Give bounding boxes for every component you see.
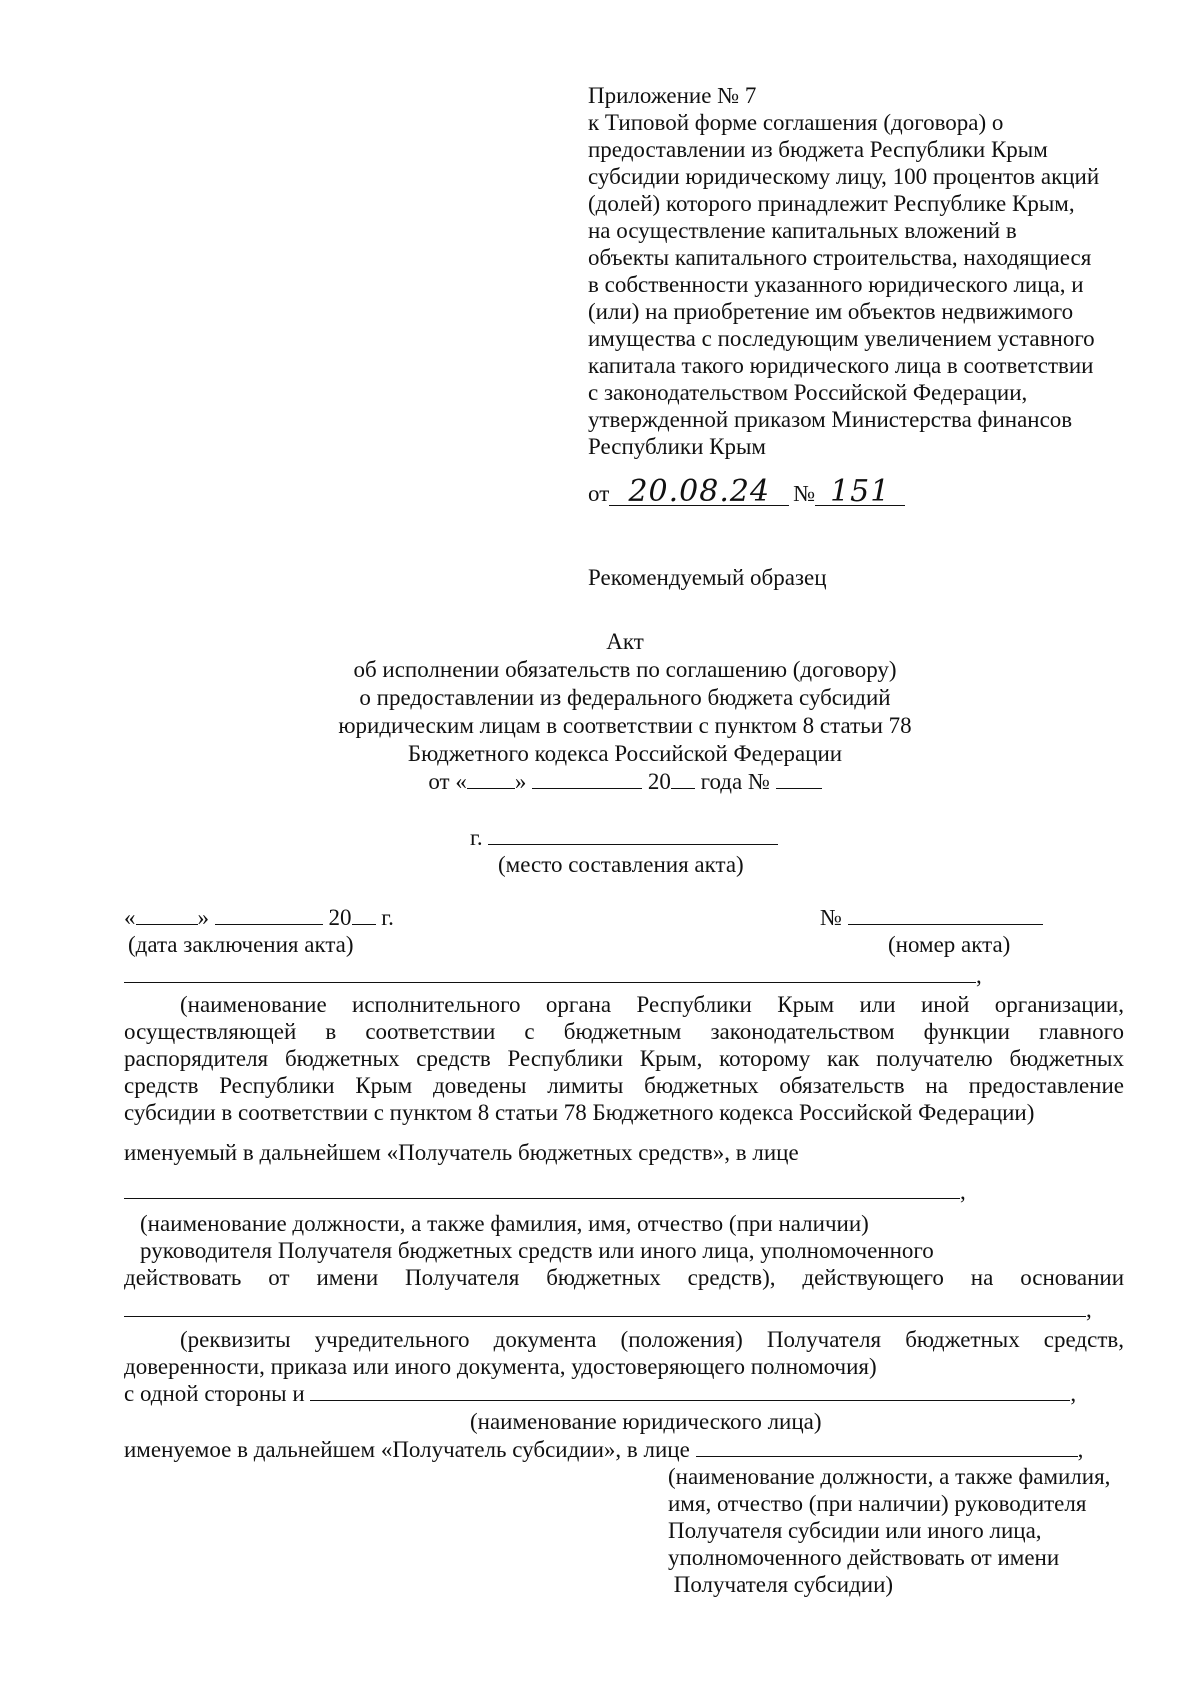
org-line <box>124 962 982 989</box>
subsidy-official-blank[interactable] <box>696 1436 1078 1457</box>
city-prefix: г. <box>470 825 483 850</box>
appendix-line: предоставлении из бюджета Республики Крым <box>588 137 1048 162</box>
subsidy-caption-line: уполномоченного действовать от имени <box>668 1545 1060 1570</box>
handwritten-number: 151 <box>815 478 905 506</box>
official-line <box>124 1178 966 1205</box>
subsidy-named-as-text: именуемое в дальнейшем «Получатель субсидии», в лице <box>124 1437 690 1462</box>
appendix-line: в собственности указанного юридического лица, и <box>588 272 1084 297</box>
title-date-line <box>300 768 950 796</box>
number-caption: (номер акта) <box>888 932 1011 957</box>
appendix-date-line <box>588 474 905 518</box>
place-caption: (место составления акта) <box>498 852 744 877</box>
comma: , <box>976 963 982 988</box>
org-caption-line: осуществляющей в соответствии с бюджетным законодательством функции главного <box>124 1019 1124 1044</box>
comma: , <box>1070 1381 1077 1406</box>
title-line: Акт <box>606 629 644 654</box>
org-caption-line: (наименование исполнительного органа Республики Крым или иной организации, <box>180 992 1124 1017</box>
appendix-line: (или) на приобретение им объектов недвижимого <box>588 299 1074 324</box>
org-caption-line: средств Республики Крым доведены лимиты бюджетных обязательств на предоставление <box>124 1073 1124 1098</box>
act-title <box>300 628 950 796</box>
number-sign: № <box>793 481 816 506</box>
title-line: о предоставлении из федерального бюджета субсидий <box>359 685 891 710</box>
official-caption-1: (наименование должности, а также фамилия, имя, отчество (при наличии) <box>140 1211 869 1236</box>
subsidy-official-caption <box>668 1463 1110 1598</box>
recommended-sample: Рекомендуемый образец <box>588 565 827 590</box>
appendix-line: субсидии юридическому лицу, 100 процентов акций <box>588 164 1100 189</box>
org-caption-line: распорядителя бюджетных средств Республики Крым, которому как получателю бюджетных <box>124 1046 1124 1071</box>
appendix-line: объекты капитального строительства, находящиеся <box>588 245 1092 270</box>
conclusion-year: 20 <box>328 905 352 930</box>
quote-open: « <box>124 905 136 930</box>
month-blank[interactable] <box>532 768 642 789</box>
docs-caption-2: доверенности, приказа или иного документа, удостоверяющего полномочия) <box>124 1354 877 1379</box>
conclusion-year-suffix: г. <box>375 905 394 930</box>
appendix-line: имущества с последующим увеличением уставного <box>588 326 1095 351</box>
subsidy-caption-line: (наименование должности, а также фамилия, <box>668 1464 1111 1489</box>
other-side-text: с одной стороны и <box>124 1381 305 1406</box>
other-side-line <box>124 1380 1076 1407</box>
year-blank[interactable] <box>671 768 695 789</box>
date-caption: (дата заключения акта) <box>128 932 354 957</box>
title-line: Бюджетного кодекса Российской Федерации <box>407 741 843 766</box>
conclusion-number-line <box>820 904 1043 931</box>
quote-close: » <box>197 905 209 930</box>
place-blank[interactable] <box>488 824 778 845</box>
title-line: об исполнении обязательств по соглашению (договору) <box>353 657 897 682</box>
basis-line <box>124 1296 1092 1323</box>
number-sign: № <box>820 905 842 930</box>
title-date-from: от « <box>428 769 467 794</box>
title-date-quote: » <box>514 769 527 794</box>
appendix-line: с законодательством Российской Федерации, <box>588 380 1028 405</box>
org-name-blank[interactable] <box>124 962 976 983</box>
subsidy-named-as-line <box>124 1436 1083 1463</box>
appendix-line: Приложение № 7 <box>588 83 757 108</box>
org-caption <box>124 991 1124 1126</box>
basis-doc-blank[interactable] <box>124 1296 1086 1317</box>
official-caption-2: руководителя Получателя бюджетных средств или иного лица, уполномоченного <box>140 1238 934 1263</box>
act-number-field[interactable] <box>848 904 1043 925</box>
conclusion-month-blank[interactable] <box>215 904 323 925</box>
appendix-line: к Типовой форме соглашения (договора) о <box>588 110 1004 135</box>
subsidy-caption-line: имя, отчество (при наличии) руководителя <box>668 1491 1087 1516</box>
named-as-line: именуемый в дальнейшем «Получатель бюджетных средств», в лице <box>124 1140 799 1165</box>
legal-entity-caption: (наименование юридического лица) <box>470 1409 822 1434</box>
official-caption-3: действовать от имени Получателя бюджетных средств), действующего на основании <box>124 1265 1124 1290</box>
appendix-block <box>588 82 1099 460</box>
place-line <box>470 824 778 851</box>
title-year-suffix: года № <box>694 769 770 794</box>
official-name-blank[interactable] <box>124 1178 960 1199</box>
day-blank[interactable] <box>467 768 515 789</box>
title-line: юридическим лицам в соответствии с пунктом 8 статьи 78 <box>338 713 912 738</box>
comma: , <box>1086 1297 1092 1322</box>
org-caption-line: субсидии в соответствии с пунктом 8 статьи 78 Бюджетного кодекса Российской Федерации) <box>124 1100 1035 1125</box>
handwritten-date: 20.08.24 <box>609 478 789 506</box>
conclusion-date-line <box>124 904 394 931</box>
title-year: 20 <box>647 769 671 794</box>
act-number-blank[interactable] <box>776 768 822 789</box>
legal-entity-blank[interactable] <box>310 1380 1070 1401</box>
appendix-line: (долей) которого принадлежит Республике Крым, <box>588 191 1075 216</box>
conclusion-day-blank[interactable] <box>136 904 198 925</box>
subsidy-caption-line: Получателя субсидии или иного лица, <box>668 1518 1042 1543</box>
comma: , <box>960 1179 966 1204</box>
subsidy-caption-line: Получателя субсидии) <box>668 1572 894 1597</box>
docs-caption-1: (реквизиты учредительного документа (положения) Получателя бюджетных средств, <box>180 1327 1124 1352</box>
conclusion-year-blank[interactable] <box>352 904 376 925</box>
from-prefix: от <box>588 481 610 506</box>
appendix-line: Республики Крым <box>588 434 766 459</box>
comma: , <box>1077 1437 1084 1462</box>
appendix-line: на осуществление капитальных вложений в <box>588 218 1017 243</box>
appendix-line: утвержденной приказом Министерства финансов <box>588 407 1073 432</box>
appendix-line: капитала такого юридического лица в соответствии <box>588 353 1094 378</box>
